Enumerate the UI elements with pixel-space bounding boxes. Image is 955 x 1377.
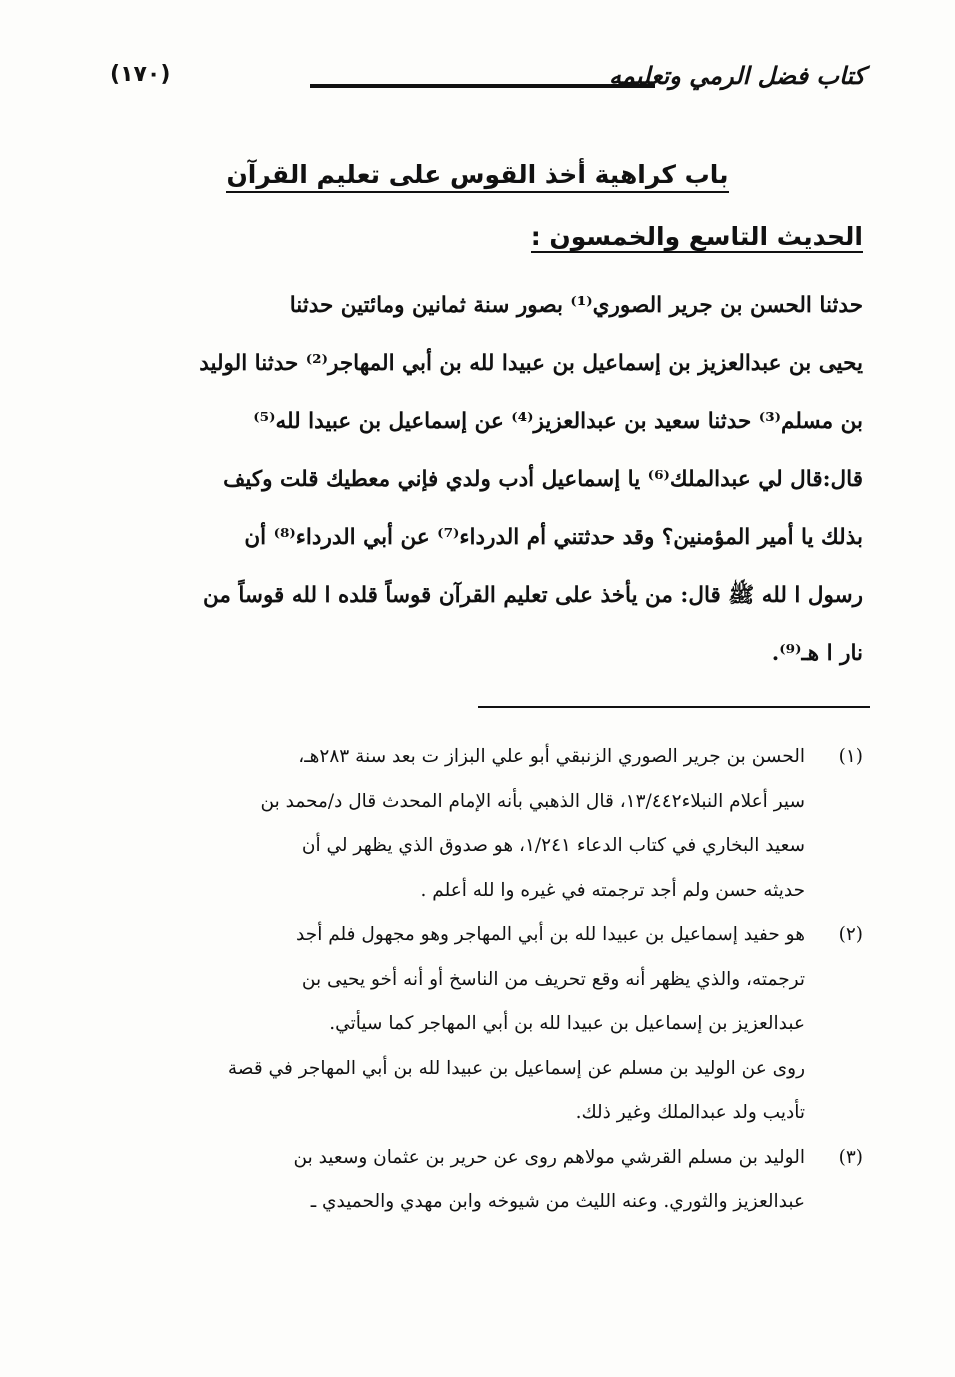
body-line: بذلك يا أمير المؤمنين؟ وقد حدثتني أم الدرداء⁽⁷⁾ عن أبي الدرداء⁽⁸⁾ أن (244, 525, 863, 550)
footnote-2 (128, 913, 863, 1136)
body-line: رسول ا لله ﷺ قال: من يأخذ على تعليم القرآن قوساً قلده ا لله قوساً من (203, 583, 863, 608)
footnote-number: (٣) (838, 1146, 863, 1168)
footnote-1 (128, 735, 863, 913)
running-header (110, 62, 865, 102)
footnote-line: هو حفيد إسماعيل بن عبيدا لله بن أبي المهاجر وهو مجهول فلم أجد (296, 924, 805, 945)
body-line: نار ا هـ⁽⁹⁾. (771, 641, 863, 666)
footnote-line: سير أعلام النبلاء١٣/٤٤٢، قال الذهبي بأنه الإمام المحدث قال د/محمد بن (260, 790, 805, 812)
chapter-title (0, 160, 955, 189)
chapter-title-text: باب كراهية أخذ القوس على تعليم القرآن (226, 160, 728, 193)
body-line: حدثنا الحسن بن جرير الصوري⁽¹⁾ بصور سنة ثمانين ومائتين حدثنا (289, 293, 863, 318)
footnotes (128, 735, 863, 1225)
body-line: قال:قال لي عبدالملك⁽⁶⁾ يا إسماعيل أدب ولدي فإني معطيك قلت وكيف (223, 467, 863, 492)
footnote-number: (٢) (838, 924, 863, 945)
footnote-separator (478, 706, 870, 708)
footnote-3 (128, 1136, 863, 1225)
page-number: (١٧٠) (110, 62, 171, 87)
hadith-heading-text: الحديث التاسع والخمسون : (530, 222, 863, 251)
footnote-line: سعيد البخاري في كتاب الدعاء ١/٢٤١، هو صدوق الذي يظهر لي أن (301, 835, 805, 856)
footnote-line: روى عن الوليد بن مسلم عن إسماعيل بن عبيدا لله بن أبي المهاجر في قصة (227, 1057, 805, 1079)
hadith-body (128, 277, 863, 683)
footnote-number: (١) (838, 746, 863, 767)
header-rule (310, 84, 655, 88)
footnote-line: حديثه حسن ولم أجد ترجمته في غيره وا لله أعلم . (420, 879, 805, 901)
hadith-heading (531, 222, 863, 251)
footnote-line: ترجمته، والذي يظهر أنه وقع تحريف من الناسخ أو أنه أخو يحيى بن (301, 968, 805, 990)
body-line: يحيى بن عبدالعزيز بن إسماعيل بن عبيدا لله بن أبي المهاجر⁽²⁾ حدثنا الوليد (199, 351, 863, 376)
footnote-line: الوليد بن مسلم القرشي مولاهم روى عن حرير بن عثمان وسعيد بن (293, 1146, 805, 1168)
footnote-line: تأديب ولد عبدالملك وغير ذلك. (575, 1102, 805, 1123)
footnote-line: عبدالعزيز والثوري. وعنه الليث من شيوخه وابن مهدي والحميدي ـ (310, 1191, 805, 1212)
footnote-line: الحسن بن جرير الصوري الزنبقي أبو علي البزاز ت بعد سنة ٢٨٣هـ، (298, 746, 805, 767)
book-title: كتاب فضل الرمي وتعليمه (609, 62, 865, 90)
body-line: بن مسلم⁽³⁾ حدثنا سعيد بن عبدالعزيز⁽⁴⁾ عن إسماعيل بن عبيدا لله⁽⁵⁾ (253, 409, 863, 434)
footnote-line: عبدالعزيز بن إسماعيل بن عبيدا لله بن أبي المهاجر كما سيأتي. (329, 1013, 805, 1034)
